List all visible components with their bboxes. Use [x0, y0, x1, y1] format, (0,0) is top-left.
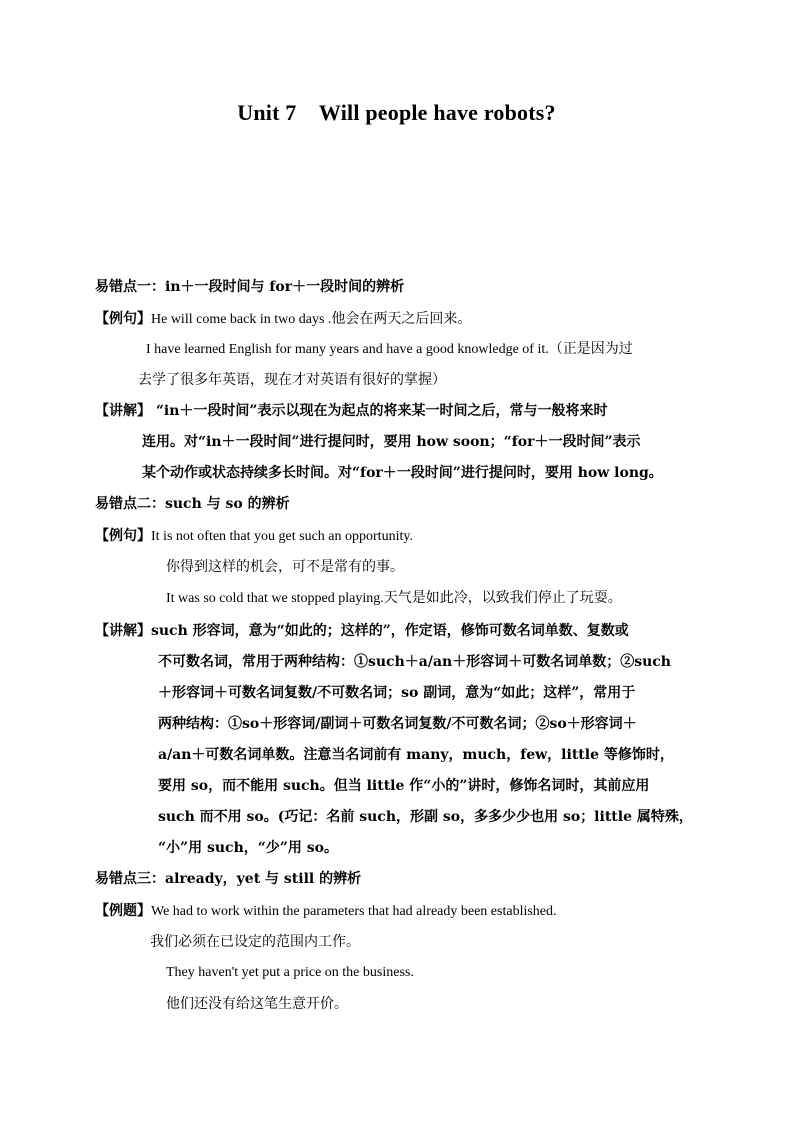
example-tag: 【例题】: [95, 903, 151, 919]
example-tag: 【例句】: [95, 311, 151, 327]
example-sentence: It was so cold that we stopped playing.天气是如此冷，以致我们停止了玩耍。: [166, 591, 622, 606]
example-sentence: They haven't yet put a price on the business.: [166, 965, 414, 980]
section-heading-1: 易错点一：in＋一段时间与 for＋一段时间的辨析: [95, 279, 405, 295]
example-sentence: It is not often that you get such an opportunity.: [151, 529, 413, 544]
example-sentence: He will come back in two days .他会在两天之后回来。: [151, 312, 472, 327]
explanation-text: ＋形容词＋可数名词复数/不可数名词；so 副词，意为“如此；这样”，常用于: [158, 685, 636, 701]
explanation-text: 两种结构：①so＋形容词/副词＋可数名词复数/不可数名词；②so＋形容词＋: [158, 716, 637, 732]
example-sentence: I have learned English for many years and have a good knowledge of it.（正是因为过: [146, 342, 633, 357]
example-translation: 你得到这样的机会，可不是常有的事。: [166, 559, 404, 575]
explanation-text: 某个动作或状态持续多长时间。对“for＋一段时间”进行提问时，要用 how long。: [142, 465, 663, 481]
example-translation: 我们必须在已设定的范围内工作。: [150, 934, 360, 950]
explanation-tag: 【讲解】: [95, 623, 151, 639]
example-sentence: We had to work within the parameters that had already been established.: [151, 904, 557, 919]
section-heading-2: 易错点二：such 与 so 的辨析: [95, 496, 290, 512]
example-line: [95, 901, 557, 922]
explanation-text: 连用。对“in＋一段时间”进行提问时，要用 how soon；“for＋一段时间”表示: [142, 434, 641, 450]
explanation-text: 要用 so，而不能用 such。但当 little 作“小的”讲时，修饰名词时，其前应用: [158, 778, 650, 794]
explanation-text: such 形容词，意为“如此的；这样的”，作定语，修饰可数名词单数、复数或: [151, 623, 629, 639]
explanation-text: “小”用 such，“少”用 so。: [158, 840, 338, 856]
page-title: Unit 7 Will people have robots?: [237, 100, 556, 125]
example-tag: 【例句】: [95, 528, 151, 544]
example-line: [95, 309, 471, 330]
example-translation: 去学了很多年英语，现在才对英语有很好的掌握）: [138, 372, 446, 388]
explanation-text: 不可数名词，常用于两种结构：①such＋a/an＋形容词＋可数名词单数；②such: [158, 654, 671, 670]
explanation-text: such 而不用 so。(巧记：名前 such，形副 so，多多少少也用 so；little 属特殊，: [158, 809, 693, 825]
example-translation: 他们还没有给这笔生意开价。: [166, 996, 348, 1012]
example-line: [95, 526, 413, 547]
explanation-tag: 【讲解】: [95, 403, 151, 419]
explanation-line: [95, 621, 629, 641]
explanation-text: “in＋一段时间”表示以现在为起点的将来某一时间之后，常与一般将来时: [151, 403, 608, 419]
explanation-line: [95, 401, 607, 421]
explanation-text: a/an＋可数名词单数。注意当名词前有 many，much，few，little 等修饰时，: [158, 747, 674, 763]
section-heading-3: 易错点三：already，yet 与 still 的辨析: [95, 871, 362, 887]
